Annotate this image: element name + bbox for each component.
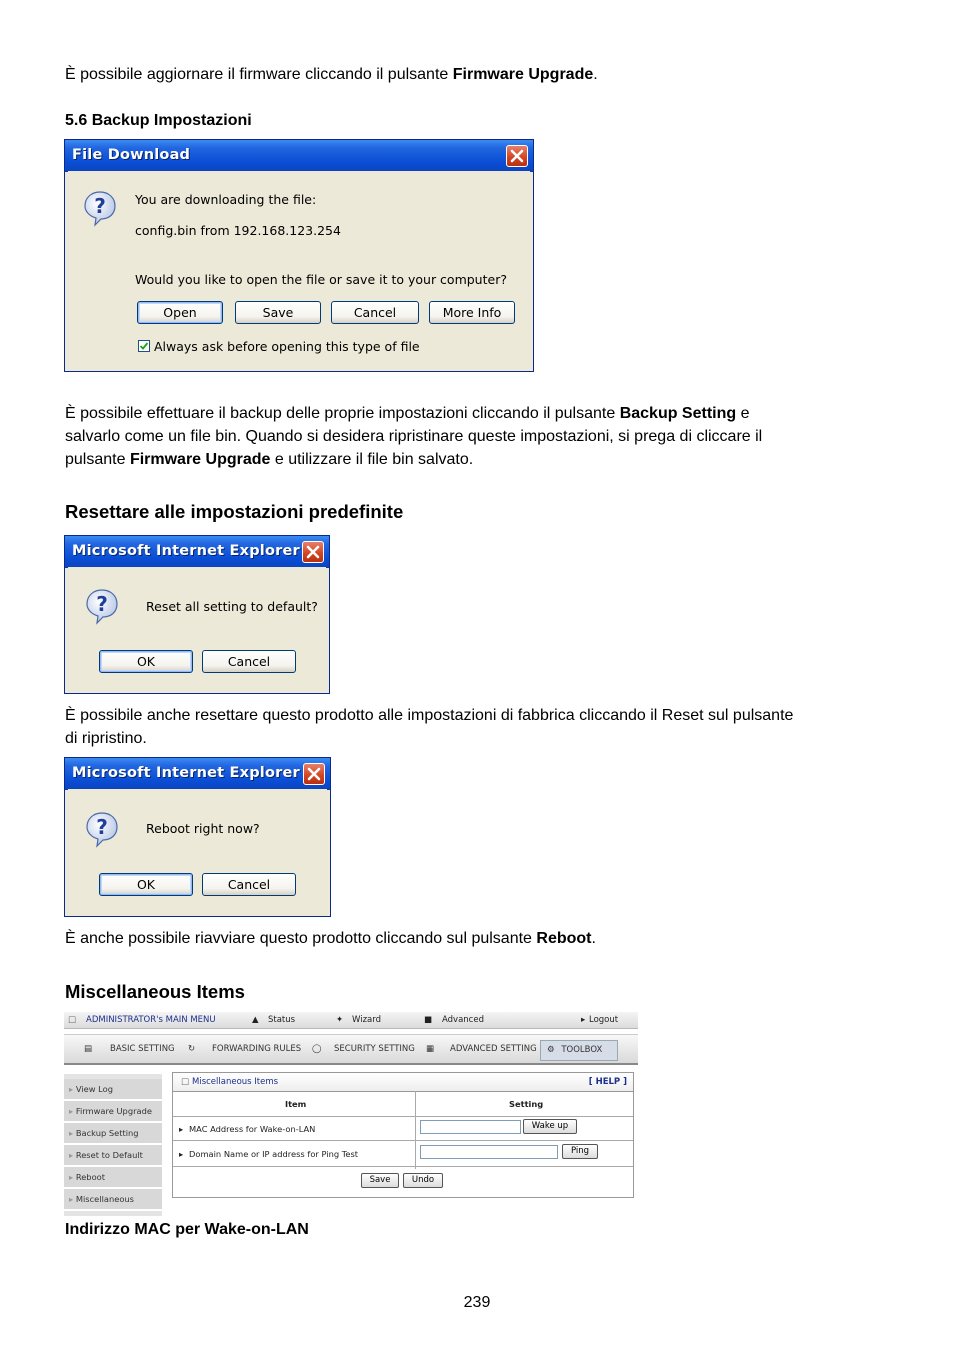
row-arrow-icon: ▸ [179, 1149, 184, 1159]
backup-bold-1: Backup Setting [619, 405, 737, 422]
ping-label: Domain Name or IP address for Ping Test [189, 1149, 359, 1159]
advanced-icon: ■ [424, 1015, 433, 1025]
checkmark-icon [139, 341, 149, 351]
tab-advanced-setting[interactable]: ADVANCED SETTING [450, 1044, 537, 1054]
menu-logout[interactable]: Logout [589, 1015, 619, 1025]
reboot-paragraph [65, 927, 895, 950]
col-header-setting: Setting [509, 1099, 544, 1109]
sidebar-item-view-log[interactable]: ▸ View Log [64, 1079, 162, 1101]
security-icon: ◯ [312, 1044, 322, 1054]
reset-line2: di ripristino. [65, 730, 147, 747]
backup-bold-2: Firmware Upgrade [129, 451, 271, 468]
reboot-end: . [591, 930, 596, 947]
close-icon[interactable] [303, 763, 325, 785]
router-ui [64, 1012, 638, 1216]
col-header-item: Item [285, 1099, 307, 1109]
sidebar-item-label: Firmware Upgrade [75, 1106, 152, 1116]
reboot-text: È anche possibile riavviare questo prodotto cliccando sul pulsante [65, 930, 537, 947]
download-line1: You are downloading the file: [135, 192, 317, 207]
save-button[interactable]: Save [361, 1173, 399, 1188]
backup-paragraph [65, 402, 895, 471]
row-divider [173, 1116, 633, 1117]
reset-paragraph [65, 704, 895, 750]
file-download-dialog [64, 139, 534, 372]
svg-text:?: ? [96, 815, 108, 839]
backup-line3 [65, 448, 895, 471]
dialog-titlebar [65, 758, 330, 790]
tab-security-setting[interactable]: SECURITY SETTING [334, 1044, 415, 1054]
sidebar-item-label: Reset to Default [75, 1150, 143, 1160]
question-icon [81, 189, 119, 227]
backup-text-1: È possibile effettuare il backup delle proprie impostazioni cliccando il pulsante [65, 405, 620, 422]
sidebar-item-reboot[interactable]: ▸ Reboot [64, 1167, 162, 1189]
question-icon [83, 587, 121, 625]
row-divider [173, 1166, 633, 1167]
intro-paragraph [65, 63, 895, 86]
ping-host-input[interactable] [420, 1145, 558, 1159]
wizard-icon: ✦ [336, 1015, 344, 1025]
open-button[interactable]: Open [137, 301, 223, 324]
dialog-title: Microsoft Internet Explorer [72, 765, 300, 781]
sidebar-item-label: View Log [75, 1084, 113, 1094]
reboot-bold: Reboot [536, 930, 592, 947]
reset-dialog [64, 535, 330, 694]
more-info-button[interactable]: More Info [429, 301, 515, 324]
cancel-button[interactable]: Cancel [202, 650, 296, 673]
wol-mac-input[interactable] [420, 1120, 521, 1134]
reset-line1: È possibile anche resettare questo prodotto alle impostazioni di fabbrica cliccando il Reset sul pulsante [65, 707, 794, 724]
page-number: 239 [463, 1294, 491, 1311]
tab-toolbox-label: TOOLBOX [561, 1045, 603, 1055]
ping-button[interactable]: Ping [562, 1144, 598, 1159]
svg-text:?: ? [94, 194, 106, 218]
menu-advanced[interactable]: Advanced [442, 1015, 484, 1025]
dialog-title: Microsoft Internet Explorer [72, 543, 300, 559]
sidebar-item-firmware-upgrade[interactable]: ▸ Firmware Upgrade [64, 1101, 162, 1123]
row-arrow-icon: ▸ [179, 1124, 184, 1134]
tab-toolbox[interactable] [540, 1040, 618, 1061]
dialog-titlebar [65, 140, 533, 172]
menu-square-icon: □ [68, 1015, 77, 1025]
sidebar-item-label: Reboot [75, 1172, 105, 1182]
row-divider [173, 1140, 633, 1141]
close-icon[interactable] [302, 541, 324, 563]
svg-text:?: ? [96, 592, 108, 616]
sidebar-item-miscellaneous[interactable]: ▸ Miscellaneous [64, 1189, 162, 1211]
help-link[interactable]: [ HELP ] [588, 1077, 627, 1087]
reset-message: Reset all setting to default? [146, 599, 318, 614]
cancel-button[interactable]: Cancel [331, 301, 419, 324]
backup-text-3: pulsante [65, 451, 130, 468]
section-misc-title: Miscellaneous Items [65, 981, 245, 1002]
advanced-setting-icon: ▦ [426, 1044, 435, 1054]
panel-square-icon: □ [181, 1077, 190, 1087]
backup-line1 [65, 402, 895, 425]
backup-text-2: e [736, 405, 750, 422]
section-reset-title: Resettare alle impostazioni predefinite [65, 501, 404, 522]
sidebar-item-reset-to-default[interactable]: ▸ Reset to Default [64, 1145, 162, 1167]
sidebar [64, 1074, 162, 1216]
reboot-message: Reboot right now? [146, 821, 260, 836]
section-wol-title: Indirizzo MAC per Wake-on-LAN [65, 1221, 309, 1238]
save-button[interactable]: Save [235, 301, 321, 324]
dialog-title: File Download [72, 147, 191, 163]
logout-arrow-icon: ▸ [581, 1015, 586, 1025]
panel-title-bar [173, 1073, 633, 1092]
tab-forwarding-rules[interactable]: FORWARDING RULES [212, 1044, 302, 1054]
ok-button[interactable]: OK [99, 650, 193, 673]
undo-button[interactable]: Undo [403, 1173, 443, 1188]
question-icon [83, 810, 121, 848]
sidebar-item-label: Backup Setting [75, 1128, 139, 1138]
col-divider [415, 1091, 416, 1169]
menu-status[interactable]: Status [268, 1015, 296, 1025]
ok-button[interactable]: OK [99, 873, 193, 896]
panel-title: Miscellaneous Items [192, 1077, 279, 1087]
intro-bold: Firmware Upgrade [452, 66, 594, 83]
forwarding-icon: ↻ [188, 1044, 196, 1054]
reboot-dialog [64, 757, 331, 917]
main-menu-bar [64, 1012, 638, 1029]
backup-line2: salvarlo come un file bin. Quando si desidera ripristinare queste impostazioni, si prega di cliccare il [65, 428, 763, 445]
download-line2: config.bin from 192.168.123.254 [135, 223, 341, 238]
toolbox-icon: ⚙ [547, 1045, 555, 1055]
always-ask-label: Always ask before opening this type of file [154, 339, 420, 354]
backup-text-4: e utilizzare il file bin salvato. [270, 451, 474, 468]
tab-bar [64, 1034, 638, 1065]
main-menu-label: ADMINISTRATOR's MAIN MENU [86, 1015, 216, 1025]
download-question: Would you like to open the file or save it to your computer? [135, 272, 507, 287]
close-icon[interactable] [506, 145, 528, 167]
menu-wizard[interactable]: Wizard [352, 1015, 381, 1025]
basic-setting-icon: ▤ [84, 1044, 93, 1054]
sidebar-item-label: Miscellaneous [75, 1194, 134, 1204]
misc-panel [172, 1072, 634, 1198]
sidebar-item-backup-setting[interactable]: ▸ Backup Setting [64, 1123, 162, 1145]
status-icon: ▲ [252, 1015, 259, 1025]
cancel-button[interactable]: Cancel [202, 873, 296, 896]
intro-text: È possibile aggiornare il firmware cliccando il pulsante [65, 66, 453, 83]
wol-label: MAC Address for Wake-on-LAN [189, 1124, 316, 1134]
dialog-titlebar [65, 536, 329, 568]
tab-basic-setting[interactable]: BASIC SETTING [110, 1044, 175, 1054]
section-backup-title: 5.6 Backup Impostazioni [65, 112, 252, 129]
wake-up-button[interactable]: Wake up [523, 1119, 577, 1134]
always-ask-checkbox[interactable] [138, 340, 150, 352]
intro-end: . [593, 66, 598, 83]
